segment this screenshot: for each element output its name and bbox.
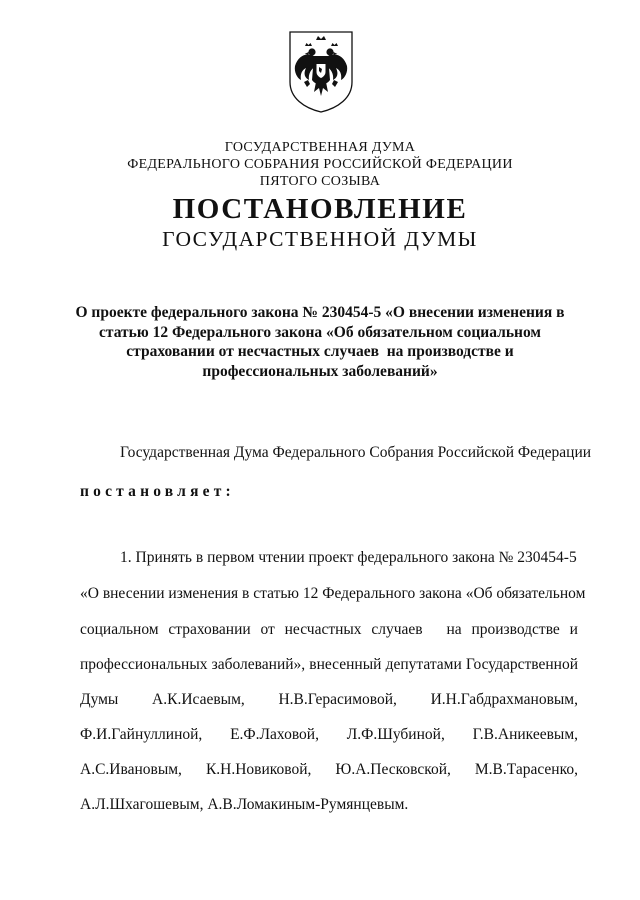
deputy-name: А.К.Исаевым, bbox=[152, 691, 245, 708]
clause-1-line-7 bbox=[80, 760, 578, 780]
russian-coat-of-arms-icon bbox=[286, 28, 356, 114]
document-subtitle: ГОСУДАРСТВЕННОЙ ДУМЫ bbox=[162, 227, 478, 251]
document-title: ПОСТАНОВЛЕНИЕ bbox=[172, 193, 468, 225]
word: социальном bbox=[80, 621, 159, 638]
deputy-name: К.Н.Новиковой, bbox=[205, 761, 312, 778]
word: несчастных bbox=[284, 621, 362, 638]
header-line-2: ФЕДЕРАЛЬНОГО СОБРАНИЯ РОССИЙСКОЙ ФЕДЕРАЦИИ bbox=[127, 157, 513, 172]
subject-line-3: страховании от несчастных случаев на производстве и bbox=[126, 343, 514, 360]
word: Думы bbox=[80, 691, 119, 708]
clause-1-line-8: А.Л.Шхагошевым, А.В.Ломакиным-Румянцевым. bbox=[80, 796, 409, 813]
word: от bbox=[260, 621, 275, 638]
clause-1-line-5 bbox=[80, 690, 578, 710]
deputy-name: И.Н.Габдрахмановым, bbox=[430, 691, 578, 708]
header-line-1: ГОСУДАРСТВЕННАЯ ДУМА bbox=[224, 140, 416, 155]
word: Государственной bbox=[465, 656, 578, 673]
word: внесенный bbox=[309, 656, 382, 673]
clause-1-line-2: «О внесении изменения в статью 12 Федерального закона «Об обязательном bbox=[80, 585, 586, 602]
clause-1-line-4 bbox=[80, 655, 578, 675]
subject-line-4: профессиональных заболеваний» bbox=[202, 362, 438, 380]
deputy-name: Ф.И.Гайнуллиной, bbox=[80, 726, 203, 743]
word: профессиональных bbox=[80, 656, 208, 673]
clause-1-line-6 bbox=[80, 725, 578, 745]
deputy-name: Н.В.Герасимовой, bbox=[278, 691, 397, 708]
word: случаев bbox=[371, 621, 423, 638]
word: депутатами bbox=[385, 656, 462, 673]
deputy-name: Ю.А.Песковской, bbox=[335, 761, 451, 778]
word: на bbox=[446, 621, 462, 638]
subject-line-1: О проекте федерального закона № 230454-5 «О внесении изменения в bbox=[75, 304, 565, 321]
deputy-name: Л.Ф.Шубиной, bbox=[346, 726, 445, 743]
header-line-3: ПЯТОГО СОЗЫВА bbox=[259, 174, 381, 189]
preamble: Государственная Дума Федерального Собрания Российской Федерации bbox=[120, 444, 592, 461]
deputy-name: М.В.Тарасенко, bbox=[474, 761, 578, 778]
subject-line-2: статью 12 Федерального закона «Об обязательном социальном bbox=[99, 323, 541, 341]
deputy-name: Г.В.Аникеевым, bbox=[472, 726, 578, 743]
word: заболеваний», bbox=[211, 656, 306, 673]
clause-1-line-1: 1. Принять в первом чтении проект федерального закона № 230454-5 bbox=[120, 549, 577, 566]
deputy-name: А.С.Ивановым, bbox=[80, 761, 182, 778]
word: и bbox=[569, 621, 578, 638]
document-subject bbox=[70, 303, 570, 381]
deputy-name: Е.Ф.Лаховой, bbox=[230, 726, 319, 743]
clause-1-line-3 bbox=[80, 620, 578, 640]
decides-heading: постановляет: bbox=[80, 483, 235, 500]
word: страховании bbox=[168, 621, 251, 638]
word: производстве bbox=[471, 621, 560, 638]
